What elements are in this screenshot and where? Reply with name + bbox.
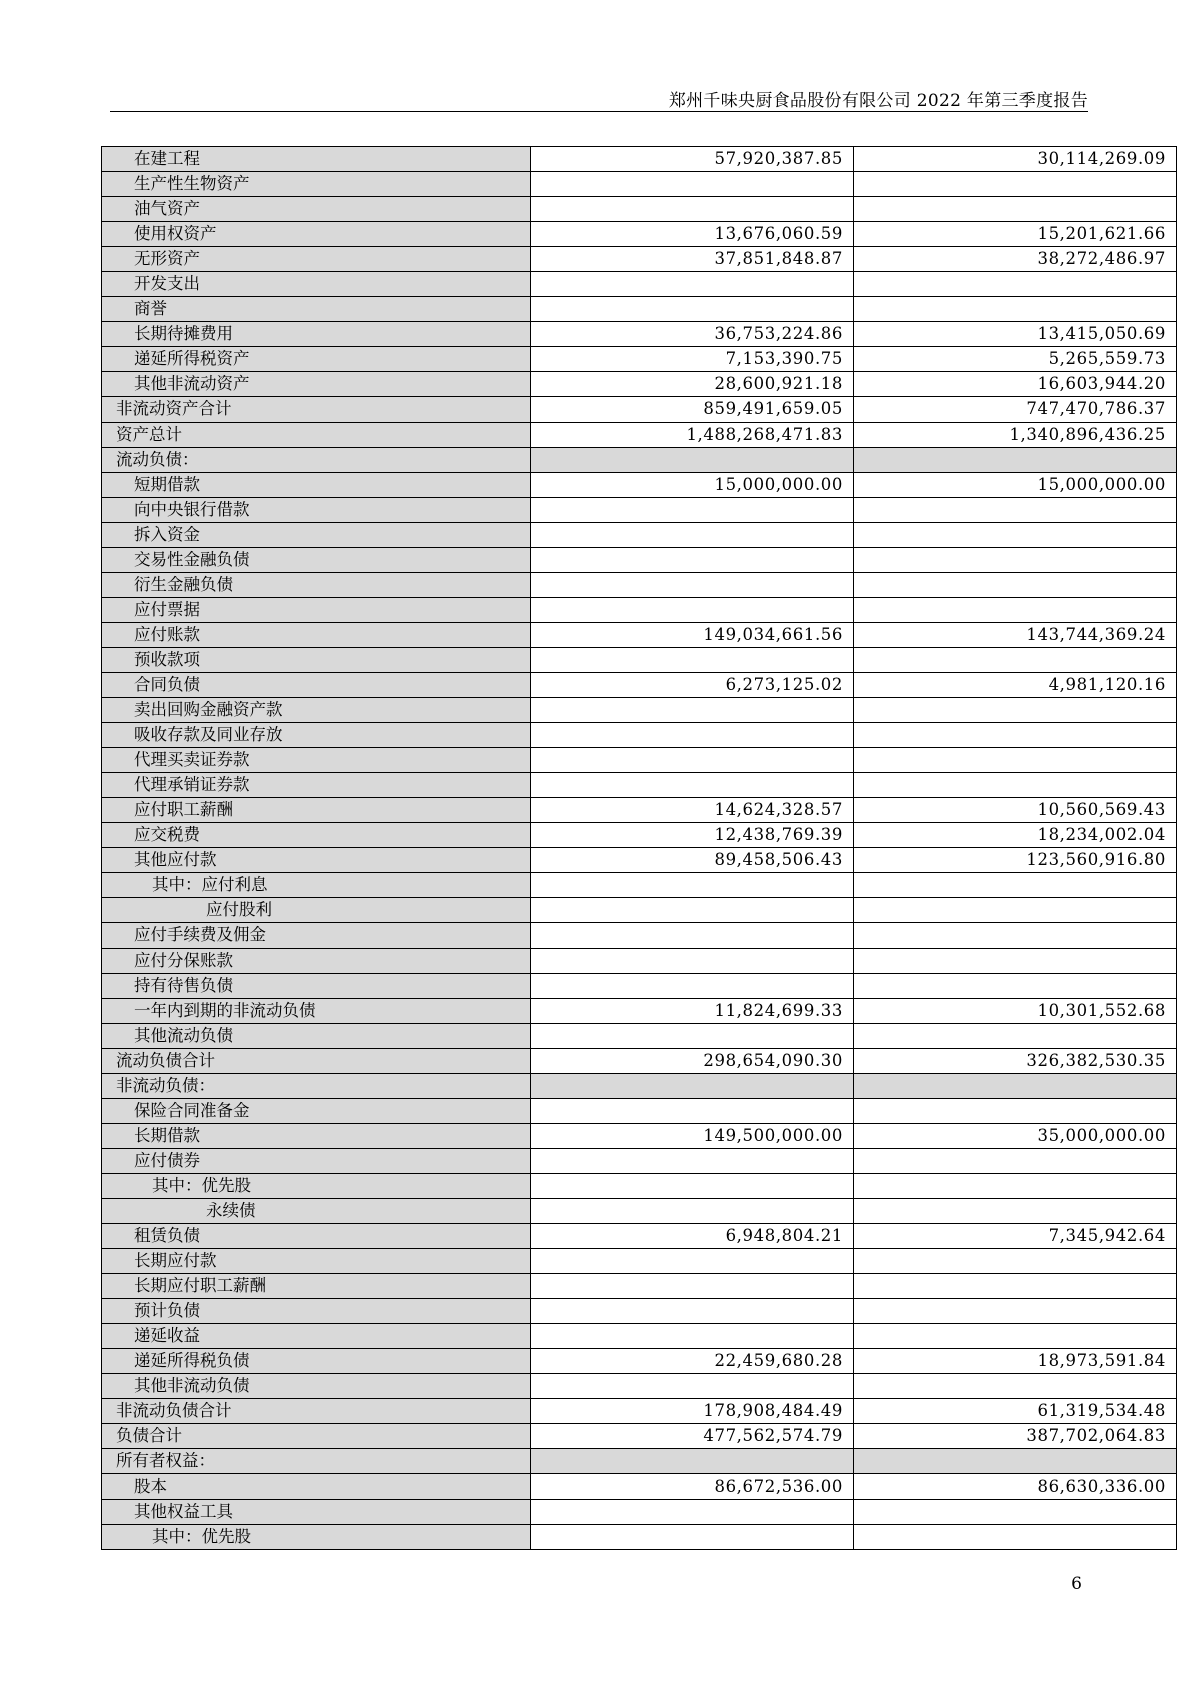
current-period-value — [531, 1274, 854, 1299]
table-row — [102, 622, 1177, 647]
table-row — [102, 347, 1177, 372]
prior-period-value — [854, 948, 1177, 973]
table-row — [102, 597, 1177, 622]
row-label: 应付债券 — [102, 1148, 531, 1173]
table-row — [102, 798, 1177, 823]
table-row — [102, 1349, 1177, 1374]
prior-period-value — [854, 522, 1177, 547]
row-label: 应交税费 — [102, 823, 531, 848]
row-label: 资产总计 — [102, 422, 531, 447]
table-row — [102, 1374, 1177, 1399]
row-label: 一年内到期的非流动负债 — [102, 998, 531, 1023]
table-row — [102, 297, 1177, 322]
table-row — [102, 497, 1177, 522]
row-label: 预收款项 — [102, 647, 531, 672]
prior-period-value — [854, 1449, 1177, 1474]
row-label: 租赁负债 — [102, 1224, 531, 1249]
table-row — [102, 1173, 1177, 1198]
current-period-value: 15,000,000.00 — [531, 472, 854, 497]
row-label: 递延收益 — [102, 1324, 531, 1349]
row-label: 应付账款 — [102, 622, 531, 647]
row-label: 使用权资产 — [102, 222, 531, 247]
table-row — [102, 547, 1177, 572]
row-label: 衍生金融负债 — [102, 572, 531, 597]
table-row — [102, 1198, 1177, 1223]
table-row — [102, 247, 1177, 272]
current-period-value: 86,672,536.00 — [531, 1474, 854, 1499]
row-label: 非流动资产合计 — [102, 397, 531, 422]
table-row — [102, 197, 1177, 222]
table-row — [102, 522, 1177, 547]
row-label: 递延所得税负债 — [102, 1349, 531, 1374]
prior-period-value — [854, 873, 1177, 898]
current-period-value: 298,654,090.30 — [531, 1048, 854, 1073]
current-period-value: 7,153,390.75 — [531, 347, 854, 372]
current-period-value: 6,273,125.02 — [531, 672, 854, 697]
table-row — [102, 322, 1177, 347]
current-period-value — [531, 197, 854, 222]
prior-period-value — [854, 647, 1177, 672]
current-period-value — [531, 597, 854, 622]
current-period-value — [531, 1524, 854, 1549]
row-label: 递延所得税资产 — [102, 347, 531, 372]
row-label: 非流动负债合计 — [102, 1399, 531, 1424]
prior-period-value: 18,234,002.04 — [854, 823, 1177, 848]
row-label: 其他流动负债 — [102, 1023, 531, 1048]
current-period-value — [531, 973, 854, 998]
current-period-value — [531, 1324, 854, 1349]
balance-sheet-rows — [102, 147, 1177, 1550]
prior-period-value: 326,382,530.35 — [854, 1048, 1177, 1073]
row-label: 应付票据 — [102, 597, 531, 622]
row-label: 交易性金融负债 — [102, 547, 531, 572]
table-row — [102, 372, 1177, 397]
current-period-value — [531, 698, 854, 723]
row-label: 非流动负债： — [102, 1073, 531, 1098]
current-period-value — [531, 647, 854, 672]
table-row — [102, 873, 1177, 898]
page-number: 6 — [1071, 1574, 1082, 1594]
report-header-title: 郑州千味央厨食品股份有限公司 2022 年第三季度报告 — [668, 91, 1088, 111]
prior-period-value — [854, 723, 1177, 748]
current-period-value: 6,948,804.21 — [531, 1224, 854, 1249]
table-row — [102, 397, 1177, 422]
prior-period-value: 747,470,786.37 — [854, 397, 1177, 422]
prior-period-value — [854, 898, 1177, 923]
prior-period-value — [854, 1198, 1177, 1223]
table-row — [102, 1073, 1177, 1098]
table-row — [102, 1499, 1177, 1524]
balance-sheet-table — [101, 146, 1177, 1550]
row-label: 无形资产 — [102, 247, 531, 272]
row-label: 应付职工薪酬 — [102, 798, 531, 823]
current-period-value — [531, 1299, 854, 1324]
prior-period-value: 30,114,269.09 — [854, 147, 1177, 172]
prior-period-value — [854, 1299, 1177, 1324]
row-label: 应付手续费及佣金 — [102, 923, 531, 948]
row-label: 长期借款 — [102, 1123, 531, 1148]
current-period-value: 859,491,659.05 — [531, 397, 854, 422]
row-label: 永续债 — [102, 1198, 531, 1223]
table-row — [102, 848, 1177, 873]
row-label: 其中：优先股 — [102, 1173, 531, 1198]
row-label: 所有者权益： — [102, 1449, 531, 1474]
current-period-value: 1,488,268,471.83 — [531, 422, 854, 447]
prior-period-value — [854, 748, 1177, 773]
current-period-value — [531, 547, 854, 572]
row-label: 预计负债 — [102, 1299, 531, 1324]
table-row — [102, 1449, 1177, 1474]
current-period-value — [531, 1249, 854, 1274]
prior-period-value: 10,560,569.43 — [854, 798, 1177, 823]
current-period-value — [531, 497, 854, 522]
row-label: 其中：应付利息 — [102, 873, 531, 898]
prior-period-value: 16,603,944.20 — [854, 372, 1177, 397]
prior-period-value — [854, 172, 1177, 197]
row-label: 生产性生物资产 — [102, 172, 531, 197]
table-row — [102, 1424, 1177, 1449]
row-label: 卖出回购金融资产款 — [102, 698, 531, 723]
prior-period-value — [854, 447, 1177, 472]
current-period-value — [531, 1374, 854, 1399]
table-row — [102, 973, 1177, 998]
current-period-value: 13,676,060.59 — [531, 222, 854, 247]
table-row — [102, 472, 1177, 497]
table-row — [102, 422, 1177, 447]
prior-period-value — [854, 497, 1177, 522]
prior-period-value — [854, 1173, 1177, 1198]
row-label: 向中央银行借款 — [102, 497, 531, 522]
prior-period-value — [854, 1148, 1177, 1173]
current-period-value — [531, 1148, 854, 1173]
table-row — [102, 773, 1177, 798]
table-row — [102, 647, 1177, 672]
row-label: 长期应付款 — [102, 1249, 531, 1274]
row-label: 负债合计 — [102, 1424, 531, 1449]
table-row — [102, 1048, 1177, 1073]
row-label: 商誉 — [102, 297, 531, 322]
table-row — [102, 723, 1177, 748]
current-period-value — [531, 723, 854, 748]
table-row — [102, 1324, 1177, 1349]
table-row — [102, 898, 1177, 923]
prior-period-value — [854, 297, 1177, 322]
prior-period-value: 13,415,050.69 — [854, 322, 1177, 347]
current-period-value: 22,459,680.28 — [531, 1349, 854, 1374]
current-period-value — [531, 773, 854, 798]
current-period-value — [531, 1098, 854, 1123]
row-label: 合同负债 — [102, 672, 531, 697]
row-label: 开发支出 — [102, 272, 531, 297]
table-row — [102, 1299, 1177, 1324]
table-row — [102, 1023, 1177, 1048]
prior-period-value — [854, 773, 1177, 798]
table-row — [102, 1224, 1177, 1249]
row-label: 应付分保账款 — [102, 948, 531, 973]
prior-period-value — [854, 272, 1177, 297]
current-period-value — [531, 1173, 854, 1198]
current-period-value: 89,458,506.43 — [531, 848, 854, 873]
table-row — [102, 222, 1177, 247]
current-period-value: 14,624,328.57 — [531, 798, 854, 823]
row-label: 应付股利 — [102, 898, 531, 923]
current-period-value — [531, 898, 854, 923]
current-period-value — [531, 1449, 854, 1474]
prior-period-value — [854, 572, 1177, 597]
current-period-value — [531, 1073, 854, 1098]
row-label: 流动负债： — [102, 447, 531, 472]
table-row — [102, 1123, 1177, 1148]
prior-period-value — [854, 1374, 1177, 1399]
current-period-value: 12,438,769.39 — [531, 823, 854, 848]
table-row — [102, 948, 1177, 973]
prior-period-value: 15,201,621.66 — [854, 222, 1177, 247]
prior-period-value: 15,000,000.00 — [854, 472, 1177, 497]
prior-period-value: 7,345,942.64 — [854, 1224, 1177, 1249]
prior-period-value — [854, 698, 1177, 723]
prior-period-value: 4,981,120.16 — [854, 672, 1177, 697]
table-row — [102, 572, 1177, 597]
prior-period-value: 18,973,591.84 — [854, 1349, 1177, 1374]
table-row — [102, 1524, 1177, 1549]
current-period-value: 57,920,387.85 — [531, 147, 854, 172]
row-label: 其中：优先股 — [102, 1524, 531, 1549]
prior-period-value: 123,560,916.80 — [854, 848, 1177, 873]
row-label: 长期应付职工薪酬 — [102, 1274, 531, 1299]
current-period-value: 28,600,921.18 — [531, 372, 854, 397]
row-label: 其他非流动资产 — [102, 372, 531, 397]
current-period-value: 149,500,000.00 — [531, 1123, 854, 1148]
prior-period-value — [854, 197, 1177, 222]
prior-period-value — [854, 1098, 1177, 1123]
row-label: 代理承销证券款 — [102, 773, 531, 798]
row-label: 其他应付款 — [102, 848, 531, 873]
table-row — [102, 1098, 1177, 1123]
prior-period-value — [854, 973, 1177, 998]
table-row — [102, 172, 1177, 197]
prior-period-value: 1,340,896,436.25 — [854, 422, 1177, 447]
row-label: 其他权益工具 — [102, 1499, 531, 1524]
prior-period-value — [854, 547, 1177, 572]
current-period-value — [531, 272, 854, 297]
table-row — [102, 672, 1177, 697]
row-label: 保险合同准备金 — [102, 1098, 531, 1123]
table-row — [102, 998, 1177, 1023]
current-period-value: 37,851,848.87 — [531, 247, 854, 272]
prior-period-value: 10,301,552.68 — [854, 998, 1177, 1023]
prior-period-value — [854, 1324, 1177, 1349]
row-label: 油气资产 — [102, 197, 531, 222]
row-label: 长期待摊费用 — [102, 322, 531, 347]
current-period-value: 11,824,699.33 — [531, 998, 854, 1023]
row-label: 短期借款 — [102, 472, 531, 497]
table-row — [102, 1148, 1177, 1173]
current-period-value: 36,753,224.86 — [531, 322, 854, 347]
prior-period-value — [854, 1249, 1177, 1274]
current-period-value — [531, 447, 854, 472]
prior-period-value — [854, 1524, 1177, 1549]
current-period-value — [531, 522, 854, 547]
row-label: 持有待售负债 — [102, 973, 531, 998]
current-period-value — [531, 297, 854, 322]
prior-period-value — [854, 1023, 1177, 1048]
prior-period-value: 387,702,064.83 — [854, 1424, 1177, 1449]
table-row — [102, 1399, 1177, 1424]
current-period-value — [531, 172, 854, 197]
prior-period-value — [854, 597, 1177, 622]
table-row — [102, 748, 1177, 773]
prior-period-value — [854, 1073, 1177, 1098]
table-row — [102, 147, 1177, 172]
table-row — [102, 1474, 1177, 1499]
table-row — [102, 823, 1177, 848]
row-label: 吸收存款及同业存放 — [102, 723, 531, 748]
table-row — [102, 272, 1177, 297]
row-label: 流动负债合计 — [102, 1048, 531, 1073]
current-period-value — [531, 1198, 854, 1223]
table-row — [102, 1274, 1177, 1299]
table-row — [102, 447, 1177, 472]
table-row — [102, 1249, 1177, 1274]
prior-period-value: 38,272,486.97 — [854, 247, 1177, 272]
current-period-value — [531, 1499, 854, 1524]
row-label: 在建工程 — [102, 147, 531, 172]
prior-period-value — [854, 1499, 1177, 1524]
current-period-value: 149,034,661.56 — [531, 622, 854, 647]
current-period-value — [531, 572, 854, 597]
row-label: 股本 — [102, 1474, 531, 1499]
header-rule — [110, 111, 1088, 112]
current-period-value — [531, 948, 854, 973]
current-period-value — [531, 873, 854, 898]
prior-period-value — [854, 1274, 1177, 1299]
prior-period-value: 86,630,336.00 — [854, 1474, 1177, 1499]
table-row — [102, 923, 1177, 948]
current-period-value — [531, 1023, 854, 1048]
current-period-value: 477,562,574.79 — [531, 1424, 854, 1449]
row-label: 其他非流动负债 — [102, 1374, 531, 1399]
current-period-value: 178,908,484.49 — [531, 1399, 854, 1424]
table-row — [102, 698, 1177, 723]
prior-period-value: 5,265,559.73 — [854, 347, 1177, 372]
prior-period-value — [854, 923, 1177, 948]
row-label: 代理买卖证券款 — [102, 748, 531, 773]
row-label: 拆入资金 — [102, 522, 531, 547]
current-period-value — [531, 748, 854, 773]
current-period-value — [531, 923, 854, 948]
prior-period-value: 143,744,369.24 — [854, 622, 1177, 647]
prior-period-value: 61,319,534.48 — [854, 1399, 1177, 1424]
prior-period-value: 35,000,000.00 — [854, 1123, 1177, 1148]
